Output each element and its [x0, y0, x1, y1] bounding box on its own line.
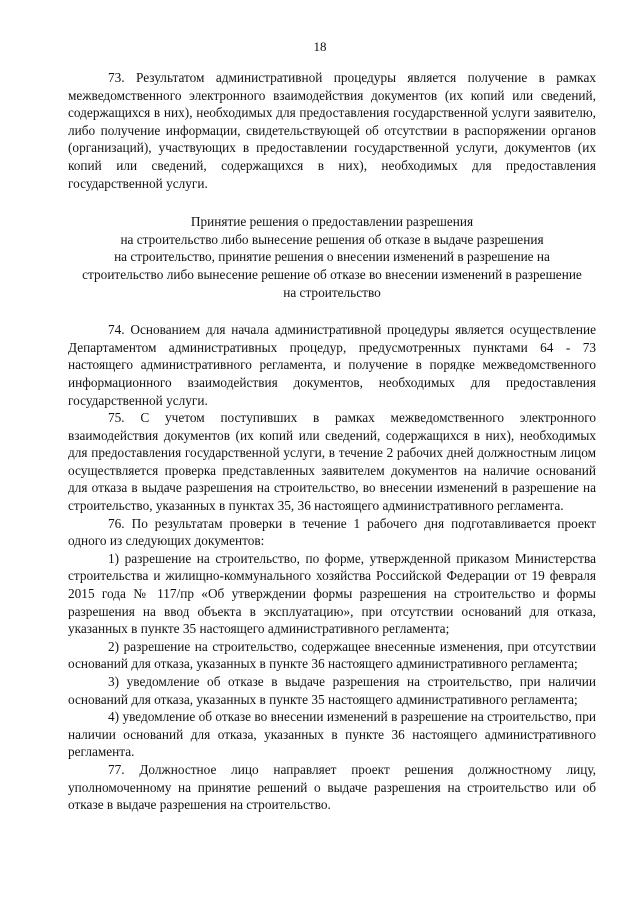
list-item-2: 2) разрешение на строительство, содержащее внесенные изменения, при отсутствии оснований для отказа, указанных в пункте 36 настоящего административного регламента; [68, 638, 596, 672]
paragraph-73: 73. Результатом административной процедуры является получение в рамках межведомственного электронного взаимодействия документов (их копий или сведений, содержащихся в них), необходимых для предоставления государственной услуги заявителю, либо получение информации, свидетельствующей об отсутствии в распоряжении органов (организаций), участвующих в предоставлении государственной услуги, документов (их копий или сведений, содержащихся в них), необходимых для предоставления государственной услуги. [68, 70, 596, 191]
heading-line: Принятие решения о предоставлении разрешения [190, 214, 474, 230]
heading-line: на строительство либо вынесение решения об отказе в выдаче разрешения [120, 231, 544, 247]
paragraph-74: 74. Основанием для начала административной процедуры является осуществление Департаментом административных процедур, предусмотренных пунктами 64 - 73 настоящего административного регламента, и получение в порядке межведомственного информационного взаимодействия документов, необходимых для предоставления государственной услуги. [68, 322, 596, 408]
document-body [68, 69, 596, 814]
paragraph-76: 76. По результатам проверки в течение 1 рабочего дня подготавливается проект одного из следующих документов: [68, 515, 596, 549]
section-heading [68, 213, 596, 301]
list-item-3: 3) уведомление об отказе в выдаче разрешения на строительство, при наличии оснований для отказа, указанных в пункте 35 настоящего административного регламента; [68, 674, 596, 707]
heading-line: строительство либо вынесение решение об отказе во внесении изменений в разрешение [82, 266, 582, 282]
heading-line: на строительство [283, 284, 381, 300]
paragraph-75: 75. С учетом поступивших в рамках межведомственного электронного взаимодействия документов (их копий или сведений, содержащихся в них), необходимых для предоставления государственной услуги, в течение 2 рабочих дней должностным лицом осуществляется проверка представленных заявителем документов на наличие оснований для отказа в выдаче разрешения на строительство, во внесении изменений в разрешение на строительство, указанных в пунктах 35, 36 настоящего административного регламента. [68, 410, 596, 514]
list-item-4: 4) уведомление об отказе во внесении изменений в разрешение на строительство, при наличии оснований для отказа, указанных в пункте 36 настоящего административного регламента. [68, 709, 596, 760]
paragraph-77: 77. Должностное лицо направляет проект решения должностному лицу, уполномоченному на принятие решений о выдаче разрешения на строительство или об отказе в выдаче разрешения на строительство. [68, 761, 596, 813]
page-number: 18 [313, 39, 327, 54]
heading-line: на строительство, принятие решения о внесении изменений в разрешение на [114, 249, 550, 265]
list-item-1: 1) разрешение на строительство, по форме, утвержденной приказом Министерства строительства и жилищно-коммунального хозяйства Российской Федерации от 19 февраля 2015 года № 117/пр «Об утверждении формы разрешения на строительство и формы разрешения на ввод объекта в эксплуатацию», при отсутствии оснований для отказа, указанных в пункте 35 настоящего административного регламента; [68, 550, 596, 637]
